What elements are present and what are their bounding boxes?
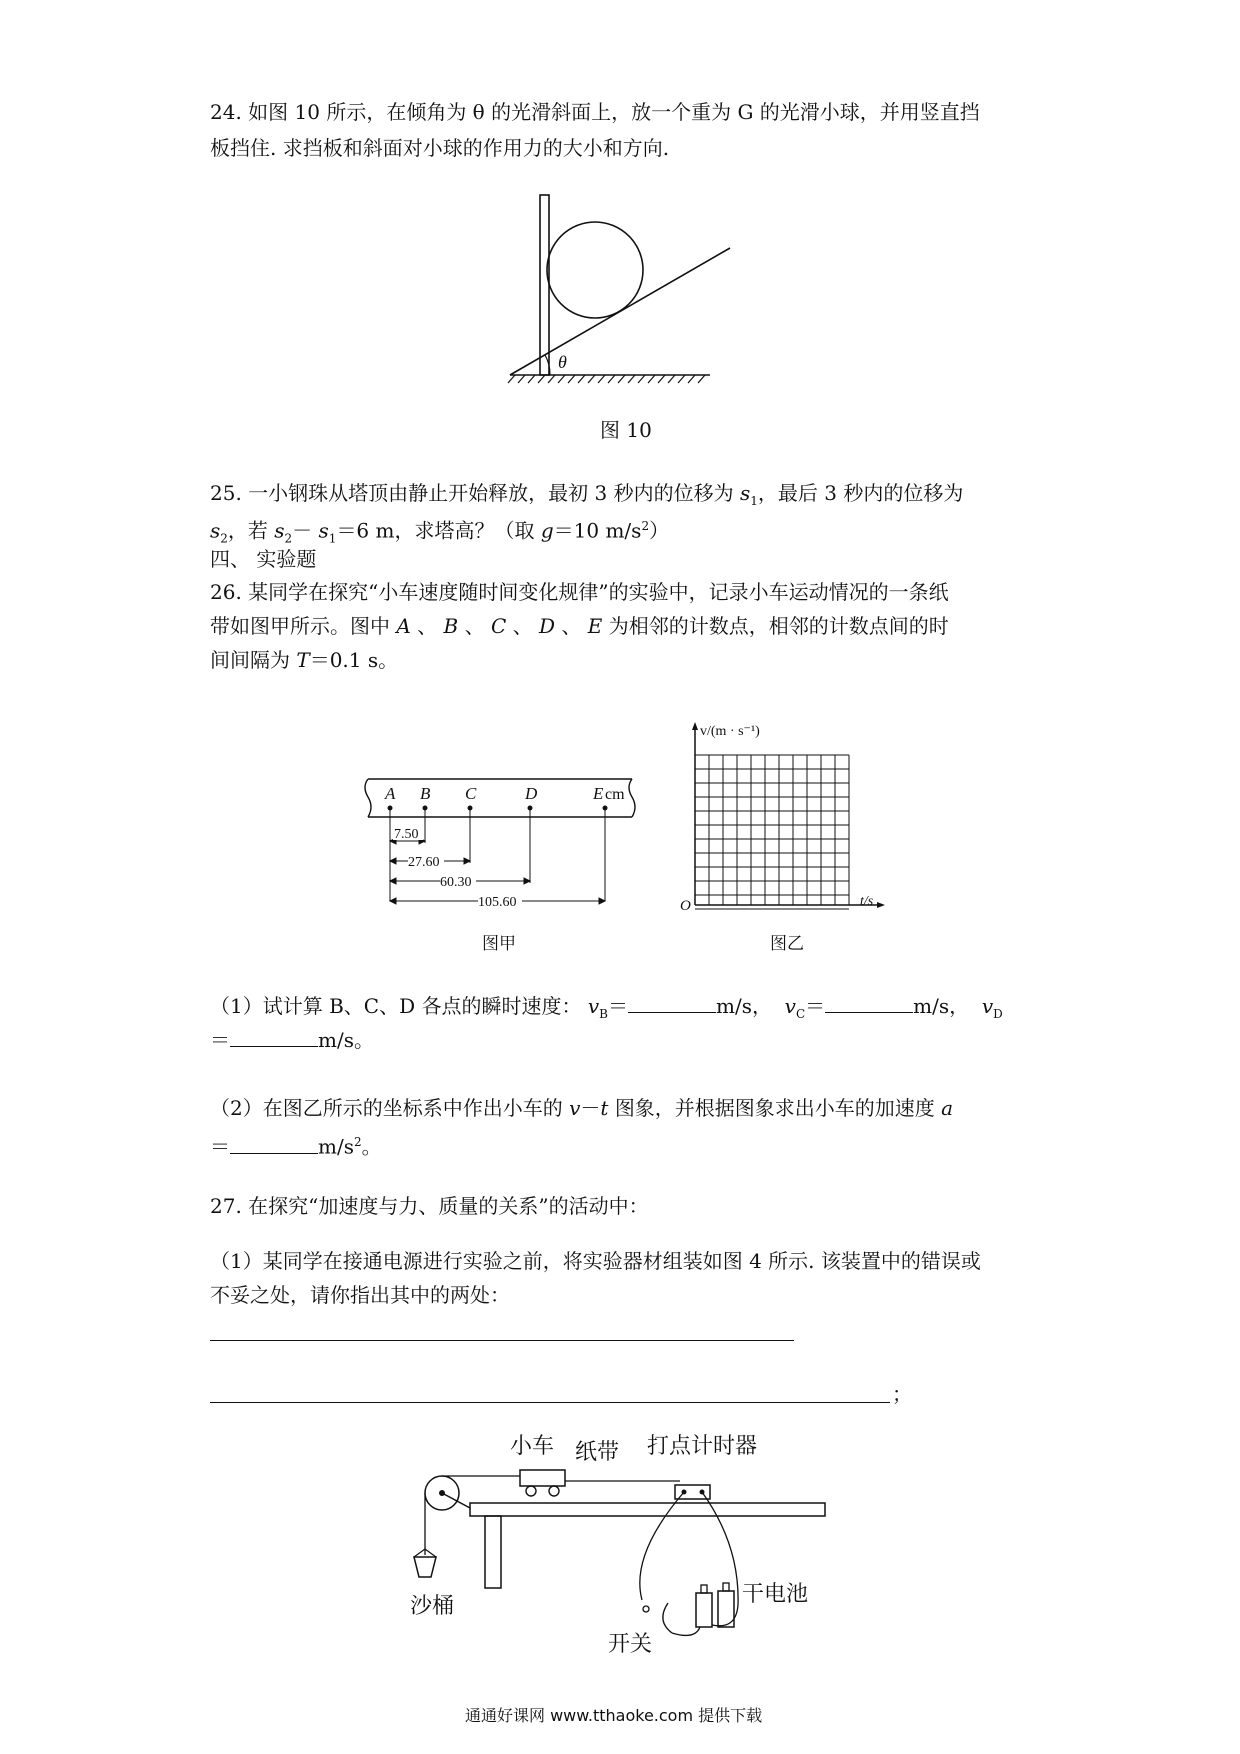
figure-10-caption: 图 10 <box>600 418 652 442</box>
figure-jia-caption: 图甲 <box>482 934 516 954</box>
answer-line-2[interactable] <box>210 1402 890 1403</box>
answer-blank-vd[interactable] <box>230 1024 318 1047</box>
q26-part1-line2: ＝ m/s。 <box>210 1024 374 1056</box>
tape-label-d: D <box>525 784 538 803</box>
angle-theta-label: θ <box>558 352 567 372</box>
label-paper-tape: 纸带 <box>575 1439 620 1464</box>
q26-line1: 26. 某同学在探究“小车速度随时间变化规律”的实验中，记录小车运动情况的一条纸 <box>210 580 949 604</box>
tape-label-a: A <box>385 784 396 803</box>
label-timer: 打点计时器 <box>647 1433 758 1458</box>
tape-label-c: C <box>465 784 477 803</box>
q26-line3: 间间隔为 T＝0.1 s。 <box>210 648 399 672</box>
tape-dim-ae: 105.60 <box>478 895 517 910</box>
q27-part1-line1: （1）某同学在接通电源进行实验之前，将实验器材组装如图 4 所示. 该装置中的错误或 <box>210 1249 981 1273</box>
tape-dim-ab: 7.50 <box>394 827 419 842</box>
label-switch: 开关 <box>608 1631 653 1656</box>
vt-ylabel: v/(m · s⁻¹) <box>700 724 760 739</box>
figure-4-apparatus <box>410 1425 830 1665</box>
section-experiment-heading: 四、 实验题 <box>210 547 317 571</box>
answer-blank-a[interactable] <box>230 1131 318 1154</box>
tape-label-e: E <box>593 784 604 803</box>
answer-blank-vb[interactable] <box>628 990 716 1013</box>
q25-line1: 25. 一小钢珠从塔顶由静止开始释放，最初 3 秒内的位移为 $s_1$，最后 3 秒内的位移为 <box>210 481 964 508</box>
q25-line2: $s_2$，若 $s_2- s_1=6$ m，求塔高？（取 g＝10 $m/s^2$） <box>210 518 670 546</box>
page-footer: 通通好课网 www.tthaoke.com 提供下载 <box>465 1706 763 1725</box>
vt-xlabel: t/s <box>860 894 874 909</box>
label-car: 小车 <box>510 1433 555 1458</box>
tape-dim-ac: 27.60 <box>408 855 440 870</box>
label-bucket: 沙桶 <box>410 1593 455 1618</box>
answer-semicolon: ； <box>892 1382 912 1406</box>
figure-yi-caption: 图乙 <box>770 934 804 954</box>
q26-part1-line1: （1）试计算 B、C、D 各点的瞬时速度： $v_B= m/s$， $v_C= m/s$， $v_D$ <box>210 990 1003 1030</box>
answer-line-1[interactable] <box>210 1340 794 1341</box>
tape-dim-ad: 60.30 <box>440 875 472 890</box>
q27-part1-line2: 不妥之处，请你指出其中的两处： <box>210 1283 510 1307</box>
q27-line1: 27. 在探究“加速度与力、质量的关系”的活动中： <box>210 1194 649 1218</box>
tape-label-b: B <box>420 784 431 803</box>
figure-jia-paper-tape <box>360 775 640 915</box>
q26-line2: 带如图甲所示。图中 A 、 B 、 C 、 D 、 E 为相邻的计数点，相邻的计数点间的时 <box>210 614 949 638</box>
q24-line1: 24. 如图 10 所示，在倾角为 θ 的光滑斜面上，放一个重为 G 的光滑小球，并用竖直挡 <box>210 100 980 124</box>
answer-blank-vc[interactable] <box>825 990 913 1013</box>
label-battery: 干电池 <box>742 1581 809 1606</box>
figure-yi-vt-grid <box>680 720 890 920</box>
vt-origin: O <box>680 898 691 914</box>
q26-part2-line2: ＝ $m/s^2$。 <box>210 1126 382 1163</box>
q24-line2: 板挡住. 求挡板和斜面对小球的作用力的大小和方向. <box>210 136 670 160</box>
q26-part2-line1: （2）在图乙所示的坐标系中作出小车的 v－t 图象，并根据图象求出小车的加速度 a <box>210 1096 954 1120</box>
figure-10-incline <box>495 190 740 390</box>
tape-unit: cm <box>605 786 625 803</box>
